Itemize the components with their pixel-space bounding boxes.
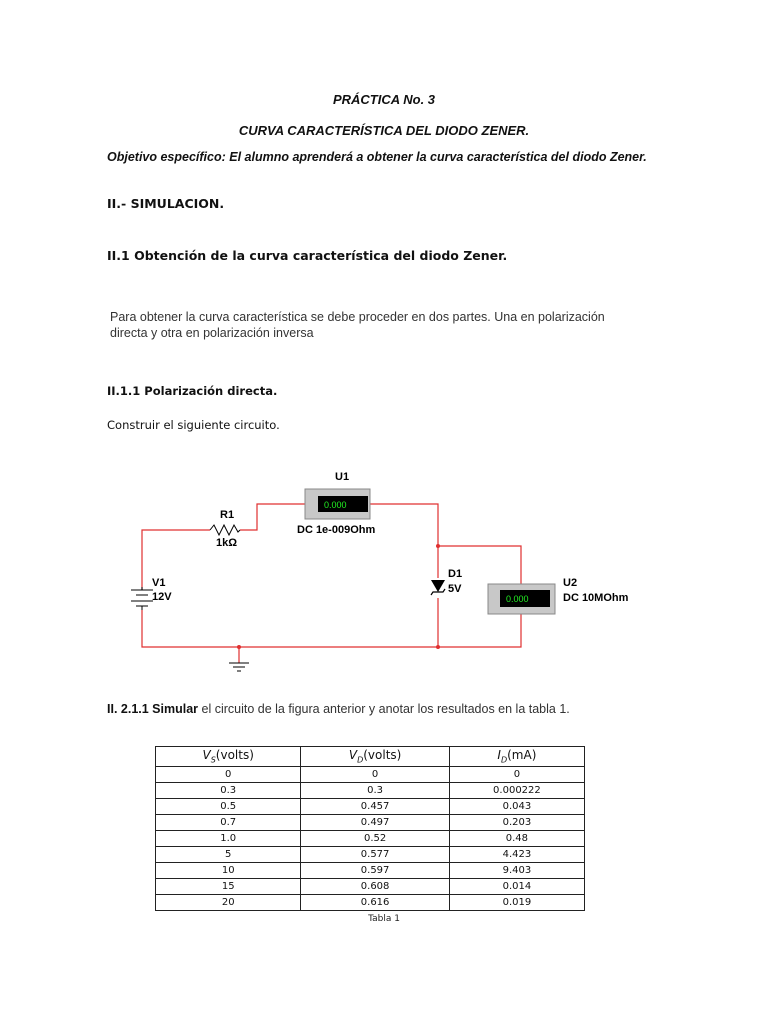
section-direct-bias-heading: II.1.1 Polarización directa. <box>107 384 278 398</box>
zener-diode-d1-symbol <box>431 580 445 595</box>
u2-label: U2 <box>563 577 578 589</box>
table-row: 0 0 0 <box>156 767 585 783</box>
circuit-junctions <box>237 544 440 649</box>
v1-value: 12V <box>152 591 172 603</box>
r1-label: R1 <box>220 509 235 521</box>
table-row: 1.0 0.52 0.48 <box>156 831 585 847</box>
header-vs: $V_S(volts)$ <box>156 747 301 767</box>
objective-text: Objetivo específico: El alumno aprenderá a obtener la curva característica del diodo Zener. <box>107 150 647 164</box>
results-table <box>155 746 585 911</box>
simulate-instruction <box>107 702 570 716</box>
practice-number: PRÁCTICA No. 3 <box>332 92 436 107</box>
table-row: 5 0.577 4.423 <box>156 847 585 863</box>
r1-value: 1kΩ <box>216 537 238 549</box>
u2-spec: DC 10MOhm <box>563 592 629 604</box>
table-row: 15 0.608 0.014 <box>156 879 585 895</box>
table-row: 20 0.616 0.019 <box>156 895 585 911</box>
table-row: 10 0.597 9.403 <box>156 863 585 879</box>
intro-line-1: Para obtener la curva característica se debe proceder en dos partes. Una en polarización <box>110 310 605 324</box>
meter-u1-reading: 0.000 <box>324 500 347 510</box>
section-simulacion-heading: II.- SIMULACION. <box>107 196 225 211</box>
table-row: 0.3 0.3 0.000222 <box>156 783 585 799</box>
header-id: $I_D(mA)$ <box>449 747 584 767</box>
d1-label: D1 <box>448 568 463 580</box>
meter-u2-reading: 0.000 <box>506 594 529 604</box>
ground-icon <box>229 663 249 671</box>
simulate-rest: el circuito de la figura anterior y anotar los resultados en la tabla 1. <box>198 702 570 716</box>
table-header-row <box>156 747 585 767</box>
header-vd: $V_D(volts)$ <box>301 747 449 767</box>
u1-spec: DC 1e-009Ohm <box>297 524 376 536</box>
resistor-r1-symbol <box>210 525 240 535</box>
page-title: CURVA CARACTERÍSTICA DEL DIODO ZENER. <box>238 123 530 138</box>
d1-value: 5V <box>448 583 462 595</box>
section-curve-heading: II.1 Obtención de la curva característica del diodo Zener. <box>107 248 508 263</box>
simulate-bold: II. 2.1.1 Simular <box>107 702 199 716</box>
intro-line-2: directa y otra en polarización inversa <box>110 326 314 340</box>
intro-paragraph <box>110 309 605 341</box>
table-caption: Tabla 1 <box>368 914 400 924</box>
instruction-text: Construir el siguiente circuito. <box>107 418 280 432</box>
v1-label: V1 <box>152 577 166 589</box>
table-row: 0.5 0.457 0.043 <box>156 799 585 815</box>
table-row: 0.7 0.497 0.203 <box>156 815 585 831</box>
circuit-schematic <box>0 460 768 680</box>
battery-v1-symbol <box>131 587 153 610</box>
u1-label: U1 <box>335 471 350 483</box>
